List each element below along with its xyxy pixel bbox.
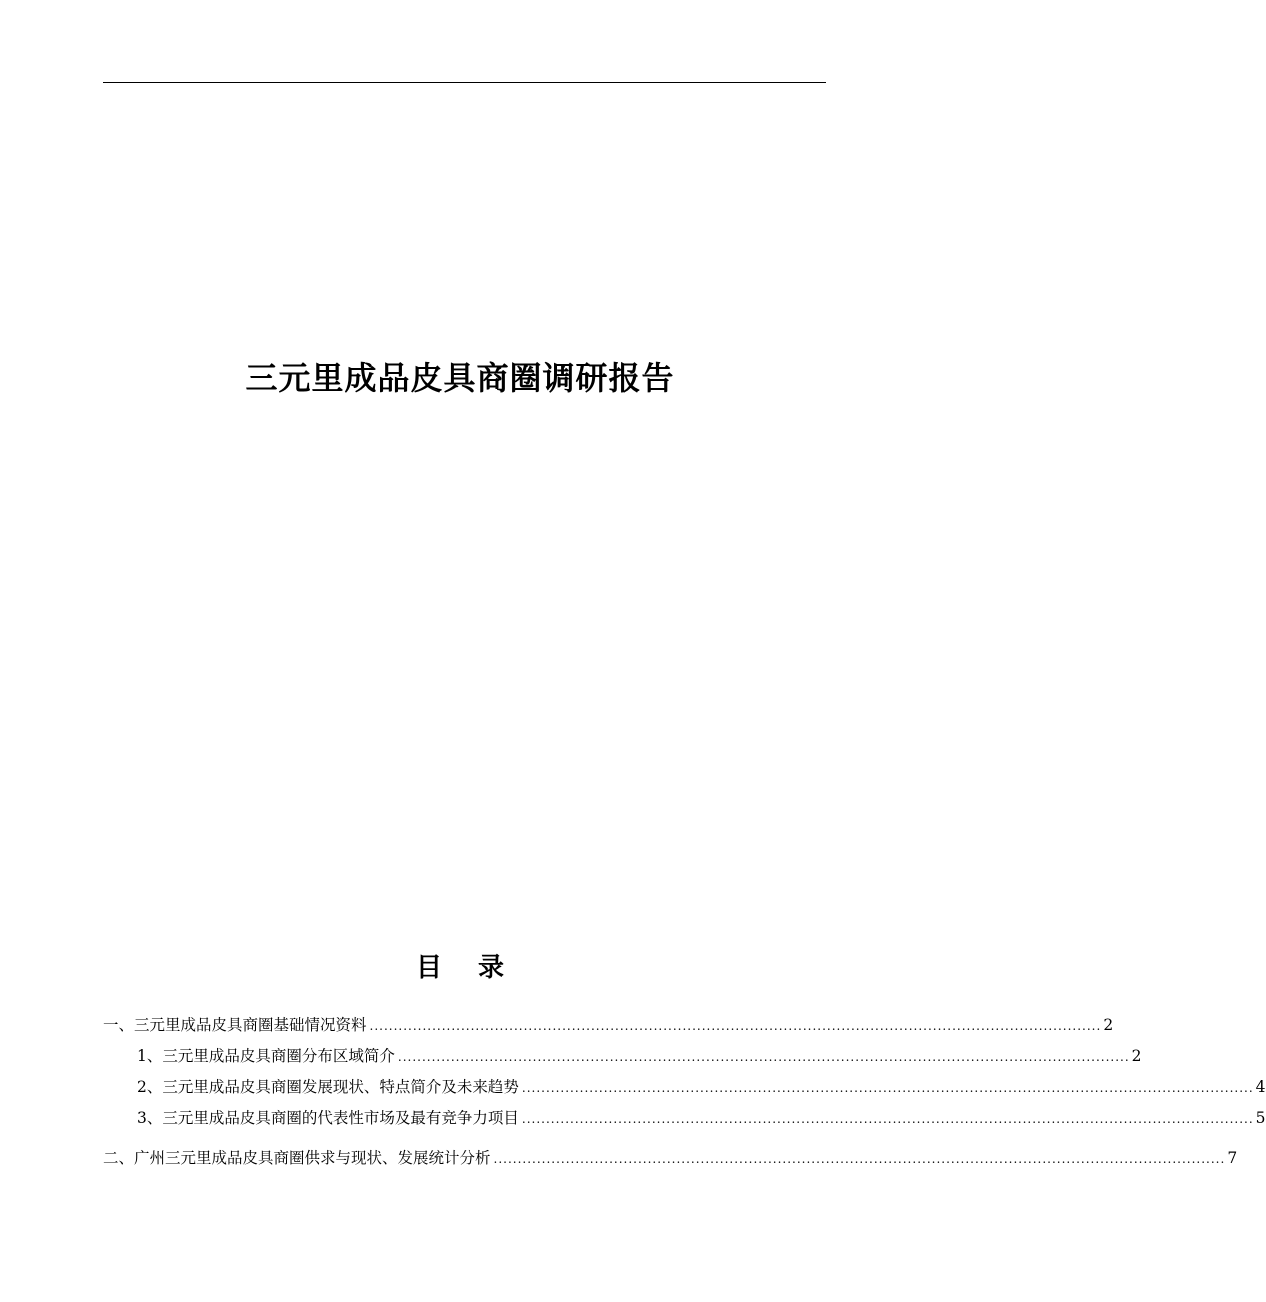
toc-entry-label: 二、广州三元里成品皮具商圈供求与现状、发展统计分析 (103, 1149, 491, 1167)
toc-entry-1-2[interactable] (103, 1072, 1266, 1103)
toc-entry-1[interactable] (103, 1010, 1114, 1041)
toc-entry-label: 2、三元里成品皮具商圈发展现状、特点简介及未来趋势 (137, 1078, 519, 1096)
header-rule (103, 82, 826, 83)
toc-dot-leader: ........................................................................................................................................................ (369, 1019, 1102, 1033)
toc-heading-left: 目 (415, 953, 442, 983)
toc-dot-leader: ........................................................................................................................................................ (397, 1050, 1130, 1064)
toc-entry-page: 2 (1131, 1047, 1142, 1065)
toc-entry-2[interactable] (103, 1143, 1238, 1174)
toc-entry-page: 2 (1103, 1016, 1114, 1034)
toc-heading-right: 录 (478, 953, 505, 983)
toc-entry-page: 7 (1227, 1149, 1238, 1167)
toc-heading (0, 948, 920, 988)
toc-entry-label: 1、三元里成品皮具商圈分布区域简介 (137, 1047, 395, 1065)
document-title: 三元里成品皮具商圈调研报告 (245, 359, 675, 397)
toc-entry-page: 4 (1255, 1078, 1266, 1096)
toc-entry-label: 一、三元里成品皮具商圈基础情况资料 (103, 1016, 367, 1034)
toc-entry-1-3[interactable] (103, 1103, 1266, 1134)
toc-entry-label: 3、三元里成品皮具商圈的代表性市场及最有竞争力项目 (137, 1109, 519, 1127)
toc-dot-leader: ........................................................................................................................................................ (521, 1112, 1254, 1126)
toc-entry-page: 5 (1255, 1109, 1266, 1127)
table-of-contents (103, 1010, 1266, 1174)
toc-entry-1-1[interactable] (103, 1041, 1142, 1072)
toc-dot-leader: ........................................................................................................................................................ (493, 1152, 1226, 1166)
toc-dot-leader: ........................................................................................................................................................ (521, 1081, 1254, 1095)
